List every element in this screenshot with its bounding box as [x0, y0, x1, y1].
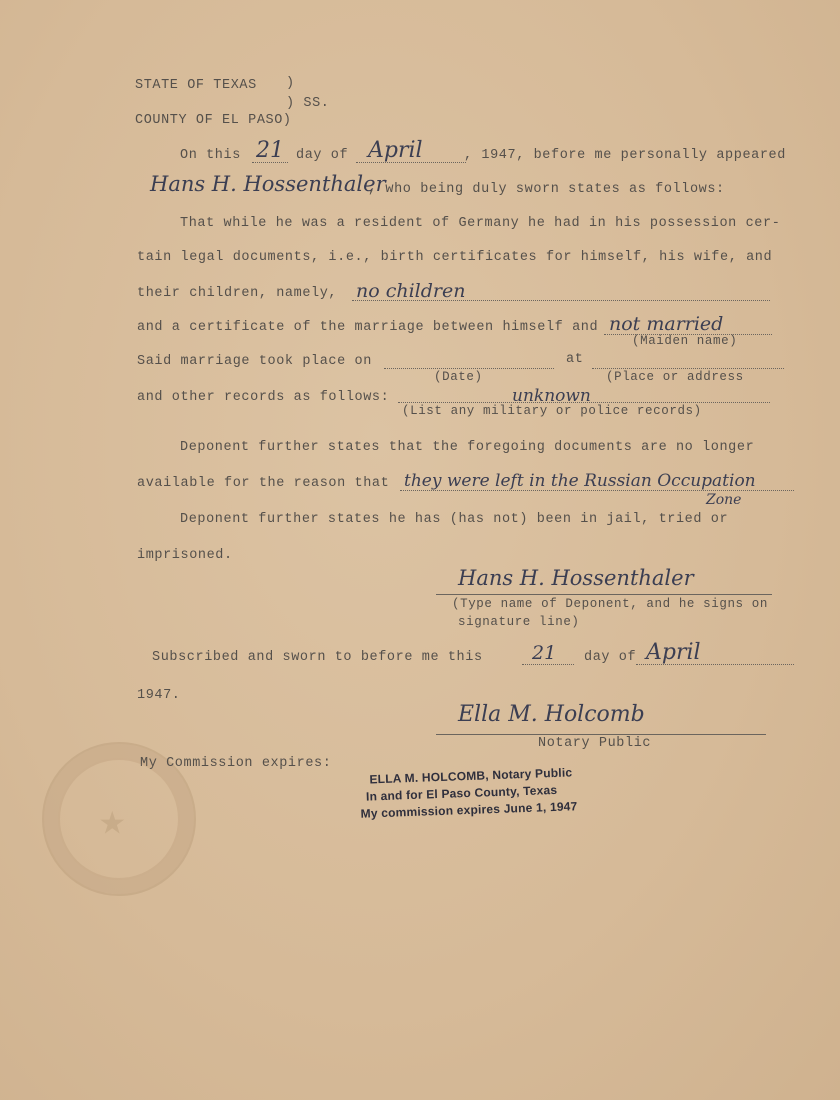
records-caption: (List any military or police records): [402, 404, 702, 418]
children-label: their children, namely,: [137, 286, 338, 301]
day-of-label: day of: [296, 148, 349, 163]
para4-line1: Deponent further states he has (has not) been in jail, tried or: [180, 512, 729, 527]
children-line: [352, 300, 770, 301]
married-handwritten: not married: [609, 313, 724, 335]
records-handwritten: unknown: [512, 386, 591, 406]
reason-handwritten: they were left in the Russian Occupation: [404, 471, 756, 491]
stamp-line-3: My commission expires June 1, 1947: [360, 799, 578, 821]
subscribed-month-handwritten: April: [646, 640, 701, 665]
commission-label: My Commission expires:: [140, 756, 332, 771]
records-label: and other records as follows:: [137, 390, 390, 405]
marriage-date-label: Said marriage took place on: [137, 354, 372, 369]
subscribed-year: 1947.: [137, 688, 181, 703]
ss-label: ) SS.: [286, 96, 330, 111]
reason-label: available for the reason that: [137, 476, 390, 491]
county-label: COUNTY OF EL PASO): [135, 113, 292, 128]
at-label: at: [566, 352, 584, 367]
reason-line: [400, 490, 794, 491]
on-this-label: On this: [180, 148, 241, 163]
notary-signature: Ella M. Holcomb: [458, 702, 645, 727]
maiden-caption: (Maiden name): [632, 334, 738, 348]
subscribed-month-line: [636, 664, 794, 665]
para2-line1: That while he was a resident of Germany he had in his possession cer-: [180, 216, 781, 231]
notary-public-label: Notary Public: [538, 736, 652, 751]
month-handwritten: April: [368, 138, 423, 163]
signature-caption-1: (Type name of Deponent, and he signs on: [452, 597, 768, 611]
month-line: [356, 162, 466, 163]
place-line: [592, 368, 784, 369]
subscribed-day-handwritten: 21: [532, 642, 557, 664]
stamp-line-1: ELLA M. HOLCOMB, Notary Public: [369, 765, 573, 787]
children-handwritten: no children: [356, 280, 466, 302]
year-appeared-text: , 1947, before me personally appeared: [464, 148, 786, 163]
date-line: [384, 368, 554, 369]
para4-line2: imprisoned.: [137, 548, 233, 563]
subscribed-day-of: day of: [584, 650, 637, 665]
records-line: [398, 402, 770, 403]
subscribed-text: Subscribed and sworn to before me this: [152, 650, 483, 665]
deponent-name-handwritten: Hans H. Hossenthaler: [150, 172, 386, 196]
notary-signature-line: [436, 734, 766, 735]
para3-line1: Deponent further states that the foregoing documents are no longer: [180, 440, 755, 455]
marriage-label: and a certificate of the marriage between himself and: [137, 320, 599, 335]
place-caption: (Place or address: [606, 370, 744, 384]
stamp-line-2: In and for El Paso County, Texas: [365, 782, 558, 804]
seal-star-icon: ★: [99, 798, 126, 848]
day-line: [252, 162, 288, 163]
state-label: STATE OF TEXAS: [135, 78, 257, 93]
sworn-text: , who being duly sworn states as follows:: [368, 182, 725, 197]
signature-caption-2: signature line): [458, 615, 580, 629]
reason-handwritten-zone: Zone: [706, 492, 742, 508]
notary-stamp: [359, 764, 578, 823]
subscribed-day-line: [522, 664, 574, 665]
deponent-signature: Hans H. Hossenthaler: [458, 566, 694, 590]
deponent-signature-line: [436, 594, 772, 595]
day-handwritten: 21: [256, 138, 284, 163]
header-paren: ): [286, 76, 295, 91]
para2-line2: tain legal documents, i.e., birth certificates for himself, his wife, and: [137, 250, 773, 265]
date-caption: (Date): [434, 370, 483, 384]
